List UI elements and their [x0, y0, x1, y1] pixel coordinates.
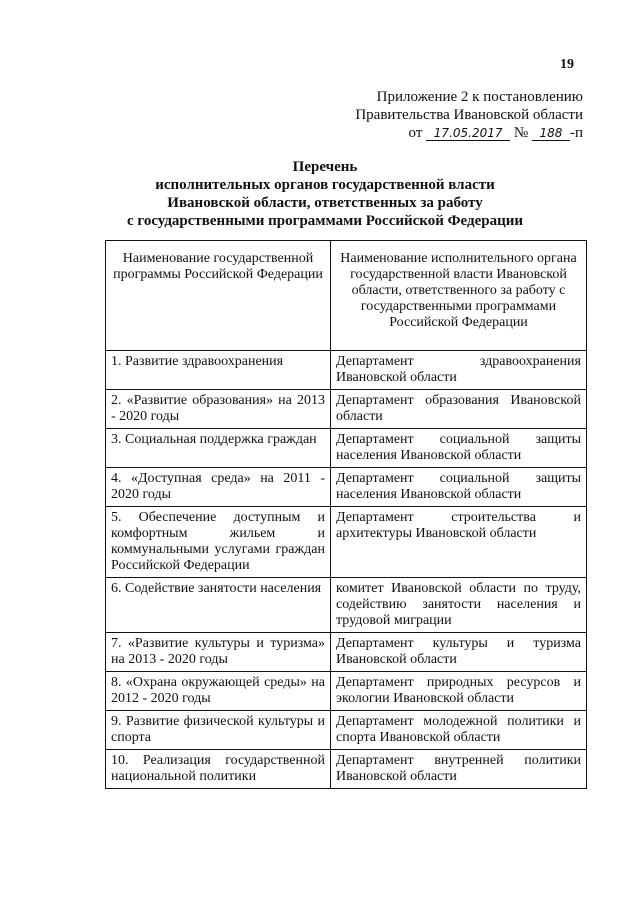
authority-cell: Департамент молодежной политики и спорта Ивановской области	[331, 711, 587, 750]
authority-cell: Департамент природных ресурсов и экологии Ивановской области	[331, 672, 587, 711]
authority-cell: комитет Ивановской области по труду, содействию занятости населения и трудовой миграции	[331, 578, 587, 633]
page-number: 19	[560, 57, 574, 72]
document-title	[100, 158, 550, 230]
authority-cell: Департамент социальной защиты населения Ивановской области	[331, 468, 587, 507]
title-line-3: Ивановской области, ответственных за работу	[167, 195, 483, 211]
program-cell: 9. Развитие физической культуры и спорта	[106, 711, 331, 750]
table-header-row	[106, 241, 587, 351]
table-row	[106, 468, 587, 507]
program-cell: 5. Обеспечение доступным и комфортным жильем и коммунальными услугами граждан Российской Федерации	[106, 507, 331, 578]
appendix-header	[355, 88, 583, 142]
header-program: Наименование государственной программы Российской Федерации	[106, 241, 331, 351]
appendix-line-3	[355, 124, 583, 142]
title-line-4: с государственными программами Российской Федерации	[126, 213, 523, 229]
title-line-2: исполнительных органов государственной власти	[155, 177, 495, 193]
table-row	[106, 633, 587, 672]
table-row	[106, 578, 587, 633]
authority-cell: Департамент образования Ивановской области	[331, 390, 587, 429]
appendix-line-1: Приложение 2 к постановлению	[376, 89, 583, 105]
decree-number: 188	[532, 126, 570, 141]
program-cell: 1. Развитие здравоохранения	[106, 351, 331, 390]
authority-cell: Департамент здравоохранения Ивановской области	[331, 351, 587, 390]
program-cell: 3. Социальная поддержка граждан	[106, 429, 331, 468]
authority-cell: Департамент внутренней политики Ивановской области	[331, 750, 587, 789]
table-row	[106, 711, 587, 750]
from-label: от	[408, 125, 423, 141]
decree-date: 17.05.2017	[426, 126, 510, 141]
number-label: №	[513, 125, 529, 141]
number-suffix: -п	[569, 125, 583, 141]
title-line-1: Перечень	[292, 159, 358, 175]
program-cell: 4. «Доступная среда» на 2011 - 2020 годы	[106, 468, 331, 507]
table-row	[106, 750, 587, 789]
table-row	[106, 390, 587, 429]
appendix-line-2: Правительства Ивановской области	[355, 107, 583, 123]
table-row	[106, 507, 587, 578]
table-row	[106, 672, 587, 711]
authority-cell: Департамент культуры и туризма Ивановской области	[331, 633, 587, 672]
programs-table	[105, 240, 587, 789]
program-cell: 10. Реализация государственной национальной политики	[106, 750, 331, 789]
header-authority: Наименование исполнительного органа государственной власти Ивановской области, ответственного за работу с государственными программами Российской Федерации	[331, 241, 587, 351]
program-cell: 7. «Развитие культуры и туризма» на 2013 - 2020 годы	[106, 633, 331, 672]
authority-cell: Департамент строительства и архитектуры Ивановской области	[331, 507, 587, 578]
authority-cell: Департамент социальной защиты населения Ивановской области	[331, 429, 587, 468]
table-row	[106, 429, 587, 468]
program-cell: 6. Содействие занятости населения	[106, 578, 331, 633]
table-row	[106, 351, 587, 390]
program-cell: 8. «Охрана окружающей среды» на 2012 - 2020 годы	[106, 672, 331, 711]
program-cell: 2. «Развитие образования» на 2013 - 2020 годы	[106, 390, 331, 429]
